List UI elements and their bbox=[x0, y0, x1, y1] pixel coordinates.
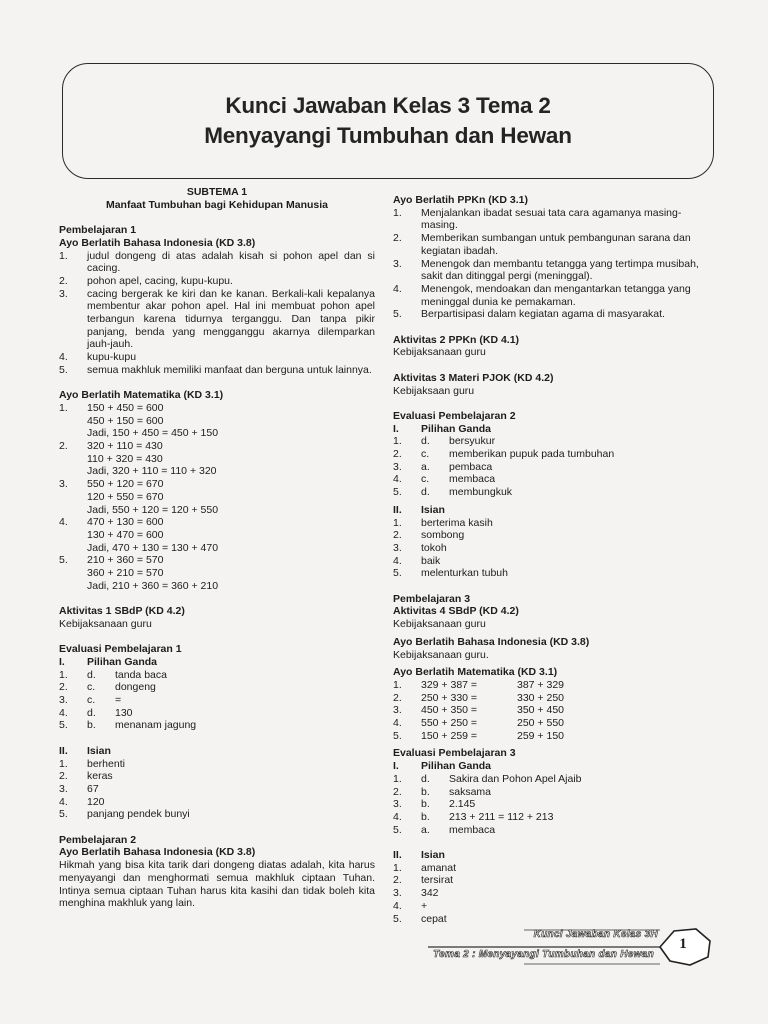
pembelajaran-1-heading: Pembelajaran 1 bbox=[59, 224, 137, 237]
list-item: 3. 450 + 350 = 350 + 450 bbox=[393, 704, 565, 717]
matematika-3-heading: Ayo Berlatih Matematika (KD 3.1) bbox=[393, 666, 558, 679]
list-item: 1. 329 + 387 = 387 + 329 bbox=[393, 678, 565, 691]
matematika-heading: Ayo Berlatih Matematika (KD 3.1) bbox=[59, 389, 224, 402]
list-item: 2. pohon apel, cacing, kupu-kupu. bbox=[59, 274, 233, 287]
pilihan-ganda-heading: I. Pilihan Ganda bbox=[393, 422, 492, 435]
list-item: 3. b. 2.145 bbox=[393, 798, 476, 811]
isian-heading: II. Isian bbox=[59, 744, 111, 757]
list-item: 4. 470 + 130 = 600 130 + 470 = 600 Jadi, 470 + 130 = 130 + 470 bbox=[59, 516, 219, 554]
list-item: 2. Memberikan sumbangan untuk pembangunan sarana dan kegiatan ibadah. bbox=[393, 232, 691, 257]
evaluasi-2-heading: Evaluasi Pembelajaran 2 bbox=[393, 409, 516, 422]
aktivitas-2-text: Kebijaksanaan guru bbox=[393, 346, 486, 359]
page-title-line1: Kunci Jawaban Kelas 3 Tema 2 bbox=[225, 93, 551, 118]
page-title-line2: Menyayangi Tumbuhan dan Hewan bbox=[204, 123, 572, 148]
list-item: 5. panjang pendek bunyi bbox=[59, 808, 190, 821]
list-item: 1. Menjalankan ibadat sesuai tata cara agamanya masing-masing. bbox=[393, 206, 682, 232]
list-item: 1. d. Sakira dan Pohon Apel Ajaib bbox=[393, 772, 582, 785]
list-item: 1. judul dongeng di atas adalah kisah si pohon apel dan si cacing. bbox=[59, 249, 375, 275]
list-item: 5. melenturkan tubuh bbox=[393, 567, 508, 580]
pilihan-ganda-heading: I. Pilihan Ganda bbox=[59, 655, 158, 668]
list-item: 2. tersirat bbox=[393, 874, 454, 887]
title-box bbox=[62, 63, 714, 179]
list-item: 4. Menengok, mendoakan dan mengantarkan tetangga yang meninggal dunia ke pemakaman. bbox=[393, 282, 691, 308]
list-item: 5. semua makhluk memiliki manfaat dan berguna untuk lainnya. bbox=[59, 363, 372, 376]
isian-heading: II. Isian bbox=[393, 503, 445, 516]
list-item: 4. 120 bbox=[59, 795, 105, 808]
list-item: 2. 320 + 110 = 430 110 + 320 = 430 Jadi, 320 + 110 = 110 + 320 bbox=[59, 440, 217, 478]
aktivitas-4-text: Kebijaksanaan guru bbox=[393, 618, 486, 631]
list-item: 3. Menengok dan membantu tetangga yang tertimpa musibah, sakit dan ditinggal pergi (meninggal). bbox=[393, 257, 699, 283]
list-item: 2. keras bbox=[59, 770, 113, 783]
list-item: 4. + bbox=[393, 899, 428, 912]
bahasa-indonesia-2-heading: Ayo Berlatih Bahasa Indonesia (KD 3.8) bbox=[59, 846, 256, 859]
list-item: 5. 210 + 360 = 570 360 + 210 = 570 Jadi, 210 + 360 = 360 + 210 bbox=[59, 554, 219, 592]
bahasa-indonesia-3-text: Kebijaksanaan guru. bbox=[393, 648, 489, 661]
list-item: 3. 550 + 120 = 670 120 + 550 = 670 Jadi, 550 + 120 = 120 + 550 bbox=[59, 478, 219, 516]
list-item: 2. sombong bbox=[393, 529, 465, 542]
list-item: 1. berhenti bbox=[59, 757, 125, 770]
footer-banner bbox=[428, 927, 718, 967]
footer-theme-title: Tema 2 : Menyayangi Tumbuhan dan Hewan bbox=[433, 949, 654, 960]
pembelajaran-2-paragraph: Hikmah yang bisa kita tarik dari dongeng diatas adalah, kita harus menyayangi dan menghormati semua makhluk ciptaan Tuhan. Intinya semua ciptaan Tuhan harus kita kasihi dan tidak boleh kita menghina makhluk yang lain. bbox=[59, 859, 375, 910]
list-item: 2. 250 + 330 = 330 + 250 bbox=[393, 691, 565, 704]
list-item: 1. amanat bbox=[393, 861, 457, 874]
subtema-subtitle: Manfaat Tumbuhan bagi Kehidupan Manusia bbox=[105, 198, 329, 211]
list-item: 2. b. saksama bbox=[393, 785, 492, 798]
evaluasi-3-heading: Evaluasi Pembelajaran 3 bbox=[393, 747, 516, 760]
left-column bbox=[59, 186, 375, 910]
pembelajaran-3-heading: Pembelajaran 3 bbox=[393, 592, 471, 605]
list-item: 5. b. menanam jagung bbox=[59, 719, 197, 732]
isian-list bbox=[393, 862, 713, 926]
list-item: 5. a. membaca bbox=[393, 823, 496, 836]
list-item: 1. d. tanda baca bbox=[59, 668, 167, 681]
list-item: 3. tokoh bbox=[393, 541, 447, 554]
bahasa-indonesia-heading: Ayo Berlatih Bahasa Indonesia (KD 3.8) bbox=[59, 236, 256, 249]
pembelajaran-2-heading: Pembelajaran 2 bbox=[59, 833, 137, 846]
aktivitas-3-heading: Aktivitas 3 Materi PJOK (KD 4.2) bbox=[393, 371, 554, 384]
bahasa-indonesia-3-heading: Ayo Berlatih Bahasa Indonesia (KD 3.8) bbox=[393, 635, 590, 648]
isian-heading: II. Isian bbox=[393, 849, 445, 862]
list-item: 4. c. membaca bbox=[393, 473, 496, 486]
list-item: 3. cacing bergerak ke kiri dan ke kanan. Berkali-kali kepalanya membentur akar pohon apel. Hal ini membuat pohon apel terbangun karena tidurnya terganggu. Dan tanpa pikir panjang, benda yang mengganggu akarnya dilemparkan jauh-jauh. bbox=[59, 287, 375, 351]
list-item: 3. c. = bbox=[59, 694, 122, 707]
list-item: 5. 150 + 259 = 259 + 150 bbox=[393, 729, 565, 742]
list-item: 5. cepat bbox=[393, 912, 447, 925]
list-item: 1. 150 + 450 = 600 450 + 150 = 600 Jadi, 150 + 450 = 450 + 150 bbox=[59, 401, 219, 440]
ppkn-heading: Ayo Berlatih PPKn (KD 3.1) bbox=[393, 194, 528, 206]
matematika-3-list bbox=[393, 679, 713, 743]
list-item: 5. d. membungkuk bbox=[393, 486, 513, 499]
pilihan-ganda-heading: I. Pilihan Ganda bbox=[393, 760, 492, 773]
list-item: 4. b. 213 + 211 = 112 + 213 bbox=[393, 810, 554, 823]
bahasa-indonesia-list bbox=[59, 250, 375, 377]
list-item: 4. kupu-kupu bbox=[59, 351, 137, 364]
footer-book-title: Kunci Jawaban Kelas 3H bbox=[533, 929, 658, 940]
isian-list bbox=[59, 758, 375, 822]
list-item: 4. 550 + 250 = 250 + 550 bbox=[393, 717, 565, 730]
aktivitas-1-heading: Aktivitas 1 SBdP (KD 4.2) bbox=[59, 605, 185, 618]
list-item: 1. d. bersyukur bbox=[393, 435, 496, 448]
list-item: 4. baik bbox=[393, 554, 441, 567]
evaluasi-1-heading: Evaluasi Pembelajaran 1 bbox=[59, 643, 182, 656]
list-item: 3. 67 bbox=[59, 782, 99, 795]
pilihan-ganda-list bbox=[393, 435, 713, 499]
isian-list bbox=[393, 517, 713, 581]
pilihan-ganda-list bbox=[59, 669, 375, 733]
list-item: 2. c. dongeng bbox=[59, 681, 156, 694]
aktivitas-3-text: Kebijaksaan guru bbox=[393, 384, 475, 397]
list-item: 5. Berpartisipasi dalam kegiatan agama di masyarakat. bbox=[393, 308, 665, 321]
list-item: 1. berterima kasih bbox=[393, 516, 493, 529]
list-item: 3. 342 bbox=[393, 887, 439, 900]
subtema-title: SUBTEMA 1 bbox=[186, 186, 248, 198]
list-item: 2. c. memberikan pupuk pada tumbuhan bbox=[393, 448, 615, 461]
page-number: 1 bbox=[679, 936, 687, 952]
aktivitas-1-text: Kebijaksanaan guru bbox=[59, 617, 152, 630]
aktivitas-2-heading: Aktivitas 2 PPKn (KD 4.1) bbox=[393, 333, 520, 346]
pilihan-ganda-list bbox=[393, 773, 713, 837]
ppkn-list bbox=[393, 207, 713, 321]
list-item: 4. d. 130 bbox=[59, 706, 133, 719]
list-item: 3. a. pembaca bbox=[393, 460, 493, 473]
right-column bbox=[393, 194, 713, 925]
matematika-list bbox=[59, 402, 375, 593]
aktivitas-4-heading: Aktivitas 4 SBdP (KD 4.2) bbox=[393, 605, 519, 618]
